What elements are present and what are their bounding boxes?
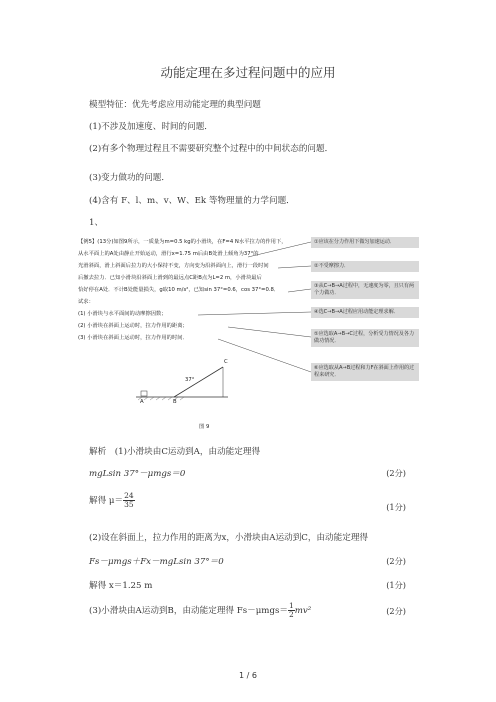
note-3: ③从C→B→A过程中，无速度为零，且只有两个力做功． xyxy=(311,281,419,299)
fraction-numerator: 24 xyxy=(124,491,134,500)
example-line-3: 光滑斜面，滑上斜面后拉力的大小保持不变，方向变为沿斜面向上，滑行一段时间 xyxy=(78,263,269,269)
fraction-numerator-3: 1 xyxy=(288,601,294,610)
note-2: ②不受摩擦力． xyxy=(311,261,419,272)
page-number: 1 / 6 xyxy=(239,671,257,680)
example-line-4: 后撤去拉力．已知小滑块沿斜面上滑到的最远点C距B点为L=2 m，小滑块最后 xyxy=(78,275,262,281)
fig-point-C: C xyxy=(224,359,228,365)
solution-2-result: 解得 x＝1.25 m xyxy=(89,581,153,591)
fraction-denominator-3: 2 xyxy=(288,610,294,619)
fig-point-B: B xyxy=(173,399,177,405)
equation-2: Fs－μmgs＋Fx－mgLsin 37°＝0 xyxy=(89,557,224,567)
incline-figure xyxy=(136,367,228,400)
note-6: ⑥应选取从A→B过程和力F在斜面上作用的过程来研究． xyxy=(311,363,419,381)
note-1: ①应该在分力作用下做匀加速运动． xyxy=(311,237,419,248)
solution-part-3-head: (3)小滑块由A运动到B，由动能定理得 Fs－μmgs＝ xyxy=(89,606,288,616)
solution-1-fraction xyxy=(123,492,135,509)
solution-part-3-tail: mv² xyxy=(294,606,312,616)
example-line-2: 从水平面上的A处由静止开始运动，滑行x=1.75 m后由B处滑上倾角为37°的 xyxy=(78,251,259,257)
example-question-1: (1) 小滑块与水平面间的动摩擦因数； xyxy=(78,311,167,317)
feature-item-3: (3)变力做功的问题． xyxy=(89,173,170,183)
score-2: (1分) xyxy=(386,502,406,512)
feature-item-2: (2)有多个物理过程且不需要研究整个过程中的中间状态的问题． xyxy=(89,144,334,154)
score-1: (2分) xyxy=(386,468,406,478)
fig-point-A: A xyxy=(140,399,144,405)
solution-1-prefix: 解得 μ＝ xyxy=(89,496,124,506)
solution-1-result xyxy=(89,492,135,509)
figure-caption: 图 9 xyxy=(199,424,210,430)
score-4: (1分) xyxy=(386,580,406,590)
feature-item-4: (4)含有 F、l、m、v、W、Ek 等物理量的力学问题． xyxy=(89,196,295,206)
example-block xyxy=(78,237,420,407)
note-5: ⑤应选取A→B→C过程，分析受力情况及各力做功情况． xyxy=(311,329,419,347)
score-3: (2分) xyxy=(386,556,406,566)
solution-3-fraction xyxy=(288,602,295,619)
page-title: 动能定理在多过程问题中的应用 xyxy=(160,65,336,80)
example-line-1: 【例5】(13分)如图9所示，一质量为m=0.5 kg的小滑块，在F=4 N水平拉力的作用下， xyxy=(78,239,287,245)
feature-item-1: (1)不涉及加速度、时间的问题． xyxy=(89,122,213,132)
model-feature: 模型特征：优先考虑应用动能定理的典型问题 xyxy=(89,100,261,110)
equation-1: mgLsin 37°－μmgs＝0 xyxy=(89,469,186,479)
example-line-6: 试求： xyxy=(78,299,94,305)
section-number: 1、 xyxy=(89,218,104,228)
solution-part-1-head: 解析 (1)小滑块由C运动到A，由动能定理得 xyxy=(89,447,261,457)
solution-part-3 xyxy=(89,602,311,619)
example-question-3: (3) 小滑块在斜面上运动时，拉力作用的时间． xyxy=(78,335,188,341)
example-line-5: 恰好停在A处．不计B处能量损失，g取10 m/s²，已知sin 37°=0.6，cos 37°=0.8． xyxy=(78,287,280,293)
fig-angle-label: 37° xyxy=(185,377,195,383)
example-question-2: (2) 小滑块在斜面上运动时，拉力作用的距离； xyxy=(78,323,188,329)
fraction-denominator: 35 xyxy=(124,500,134,509)
score-5: (2分) xyxy=(386,606,406,616)
solution-part-2-head: (2)设在斜面上，拉力作用的距离为x，小滑块由A运动到C，由动能定理得 xyxy=(89,533,369,543)
note-4: ④选C→B→A过程应用动能定理求解． xyxy=(311,307,419,318)
